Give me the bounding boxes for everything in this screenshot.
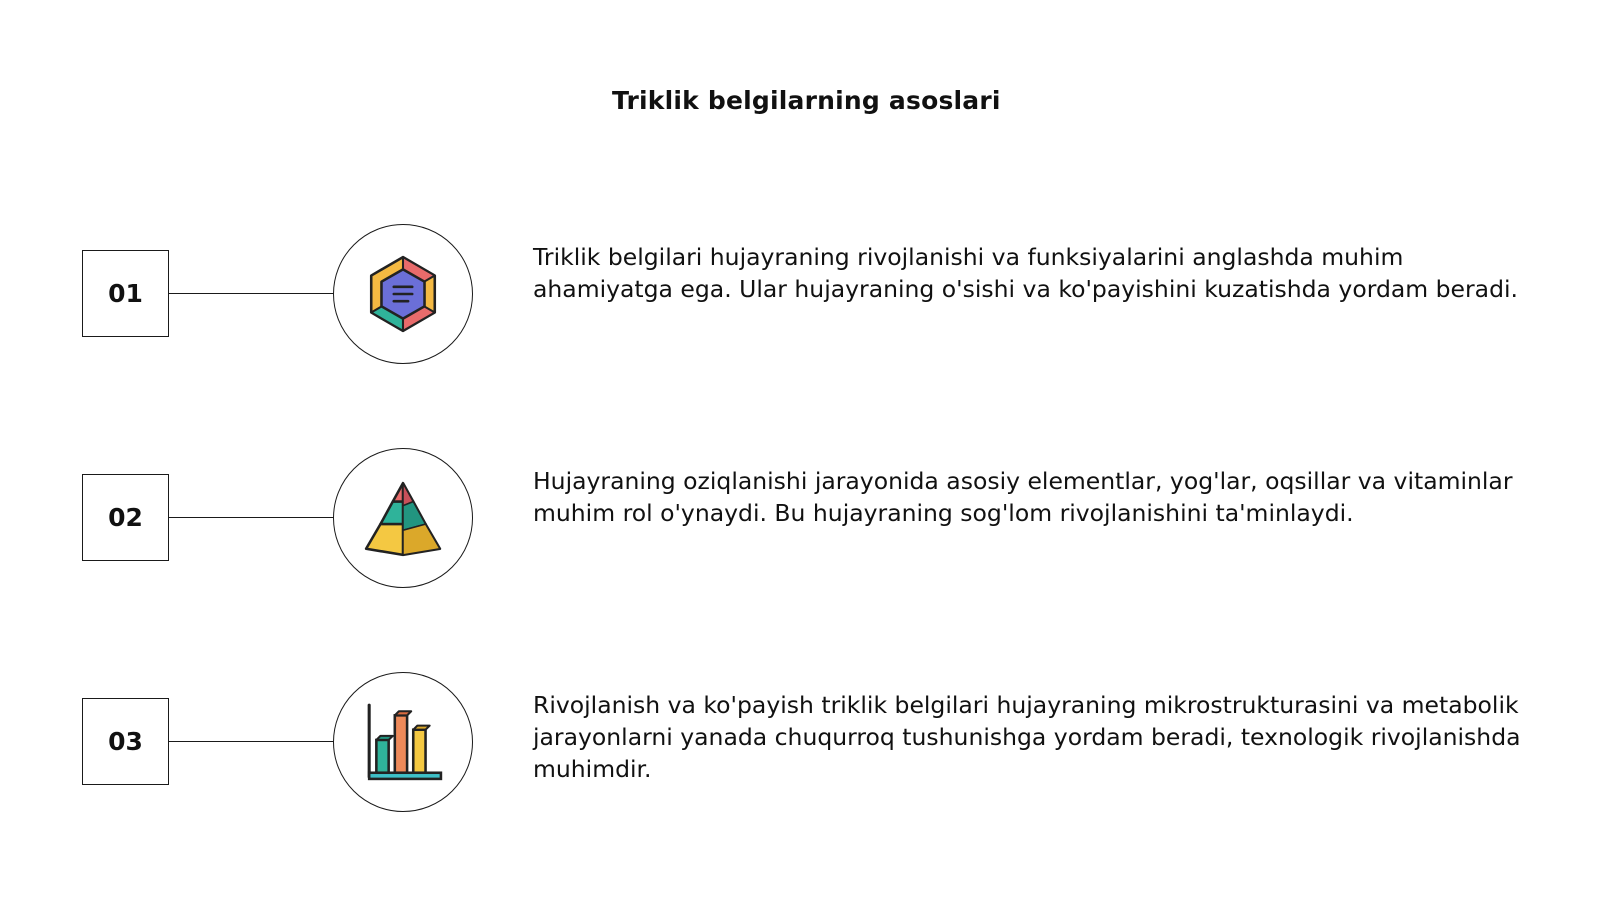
- item-description: Hujayraning oziqlanishi jarayonida asosiy elementlar, yog'lar, oqsillar va vitaminlar muhim rol o'ynaydi. Bu hujayraning sog'lom rivojlanishini ta'minlaydi.: [533, 467, 1513, 527]
- bar-chart-icon: [362, 701, 444, 783]
- connector-line: [169, 293, 334, 294]
- pyramid-icon: [362, 477, 444, 559]
- list-item: [0, 219, 1600, 369]
- item-number-box: 02: [82, 474, 169, 561]
- icon-circle: [333, 672, 473, 812]
- icon-circle: [333, 224, 473, 364]
- list-item: [0, 443, 1600, 593]
- hexagon-document-icon: [362, 253, 444, 335]
- item-description: Rivojlanish va ko'payish triklik belgilari hujayraning mikrostrukturasini va metabolik jarayonlarni yanada chuqurroq tushunishga yordam beradi, texnologik rivojlanishda muhimdir.: [533, 691, 1521, 783]
- icon-circle: [333, 448, 473, 588]
- connector-line: [169, 517, 334, 518]
- item-number-box: 01: [82, 250, 169, 337]
- connector-line: [169, 741, 334, 742]
- item-description: Triklik belgilari hujayraning rivojlanishi va funksiyalarini anglashda muhim ahamiyatga ega. Ular hujayraning o'sishi va ko'payishini kuzatishda yordam beradi.: [533, 243, 1518, 303]
- page-title: Triklik belgilarning asoslari: [612, 86, 1001, 115]
- list-item: [0, 667, 1600, 817]
- item-number-box: 03: [82, 698, 169, 785]
